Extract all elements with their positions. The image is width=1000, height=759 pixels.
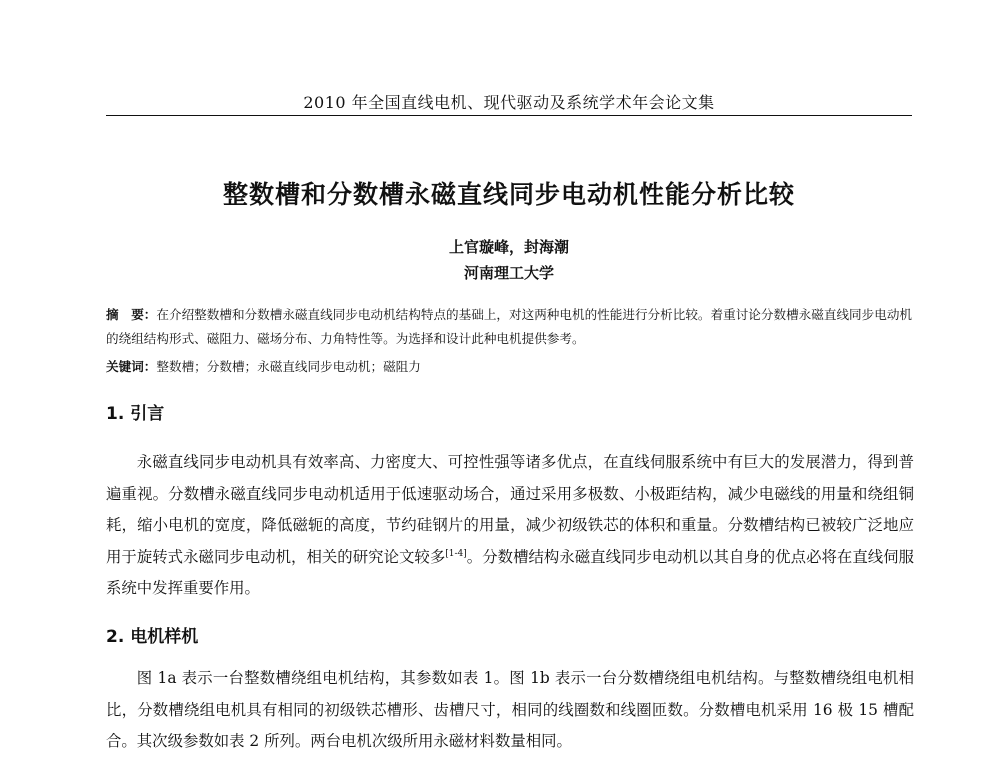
keywords-text: 整数槽；分数槽；永磁直线同步电动机；磁阻力 — [156, 359, 421, 374]
keywords-label: 关键词： — [106, 359, 157, 374]
keywords — [106, 355, 914, 379]
section-heading-prototype: 2. 电机样机 — [106, 627, 199, 647]
affiliation: 河南理工大学 — [463, 264, 554, 282]
authors: 上官璇峰，封海潮 — [448, 238, 569, 256]
prototype-paragraph: 图 1a 表示一台整数槽绕组电机结构，其参数如表 1。图 1b 表示一台分数槽绕组电机结构。与整数槽绕组电机相比，分数槽绕组电机具有相同的初级铁芯槽形、齿槽尺寸，相同的线圈数和线圈匝数。分数槽电机采用 16 极 15 槽配合。其次级参数如表 2 所列。两台电机次级所用永磁材料数量相同。 — [106, 669, 914, 751]
introduction-text: 永磁直线同步电动机具有效率高、力密度大、可控性强等诸多优点，在直线伺服系统中有巨大的发展潜力，得到普遍重视。分数槽永磁直线同步电动机适用于低速驱动场合，通过采用多极数、小极距结构，减少电磁线的用量和绕组铜耗，缩小电机的宽度，降低磁轭的高度，节约硅钢片的用量，减少初级铁芯的体积和重量。分数槽结构已被较广泛地应用于旋转式永磁同步电动机，相关的研究论文较多 — [106, 453, 914, 566]
introduction-text-continued: 。分数槽结构永磁直线同步电动机以其自身的优点必将在直线伺服系统中发挥重要作用。 — [106, 547, 914, 598]
header-rule — [106, 115, 912, 116]
introduction-paragraph — [106, 447, 914, 605]
section-heading-introduction: 1. 引言 — [106, 404, 165, 424]
running-header: 2010 年全国直线电机、现代驱动及系统学术年会论文集 — [303, 93, 715, 112]
citation-reference: [1-4] — [445, 548, 467, 559]
abstract-label: 摘 要： — [106, 307, 157, 322]
abstract — [106, 303, 914, 351]
abstract-text: 在介绍整数槽和分数槽永磁直线同步电动机结构特点的基础上，对这两种电机的性能进行分析比较。着重讨论分数槽永磁直线同步电动机的绕组结构形式、磁阻力、磁场分布、力角特性等。为选择和设计此种电机提供参考。 — [106, 307, 912, 346]
paper-title: 整数槽和分数槽永磁直线同步电动机性能分析比较 — [222, 180, 795, 209]
